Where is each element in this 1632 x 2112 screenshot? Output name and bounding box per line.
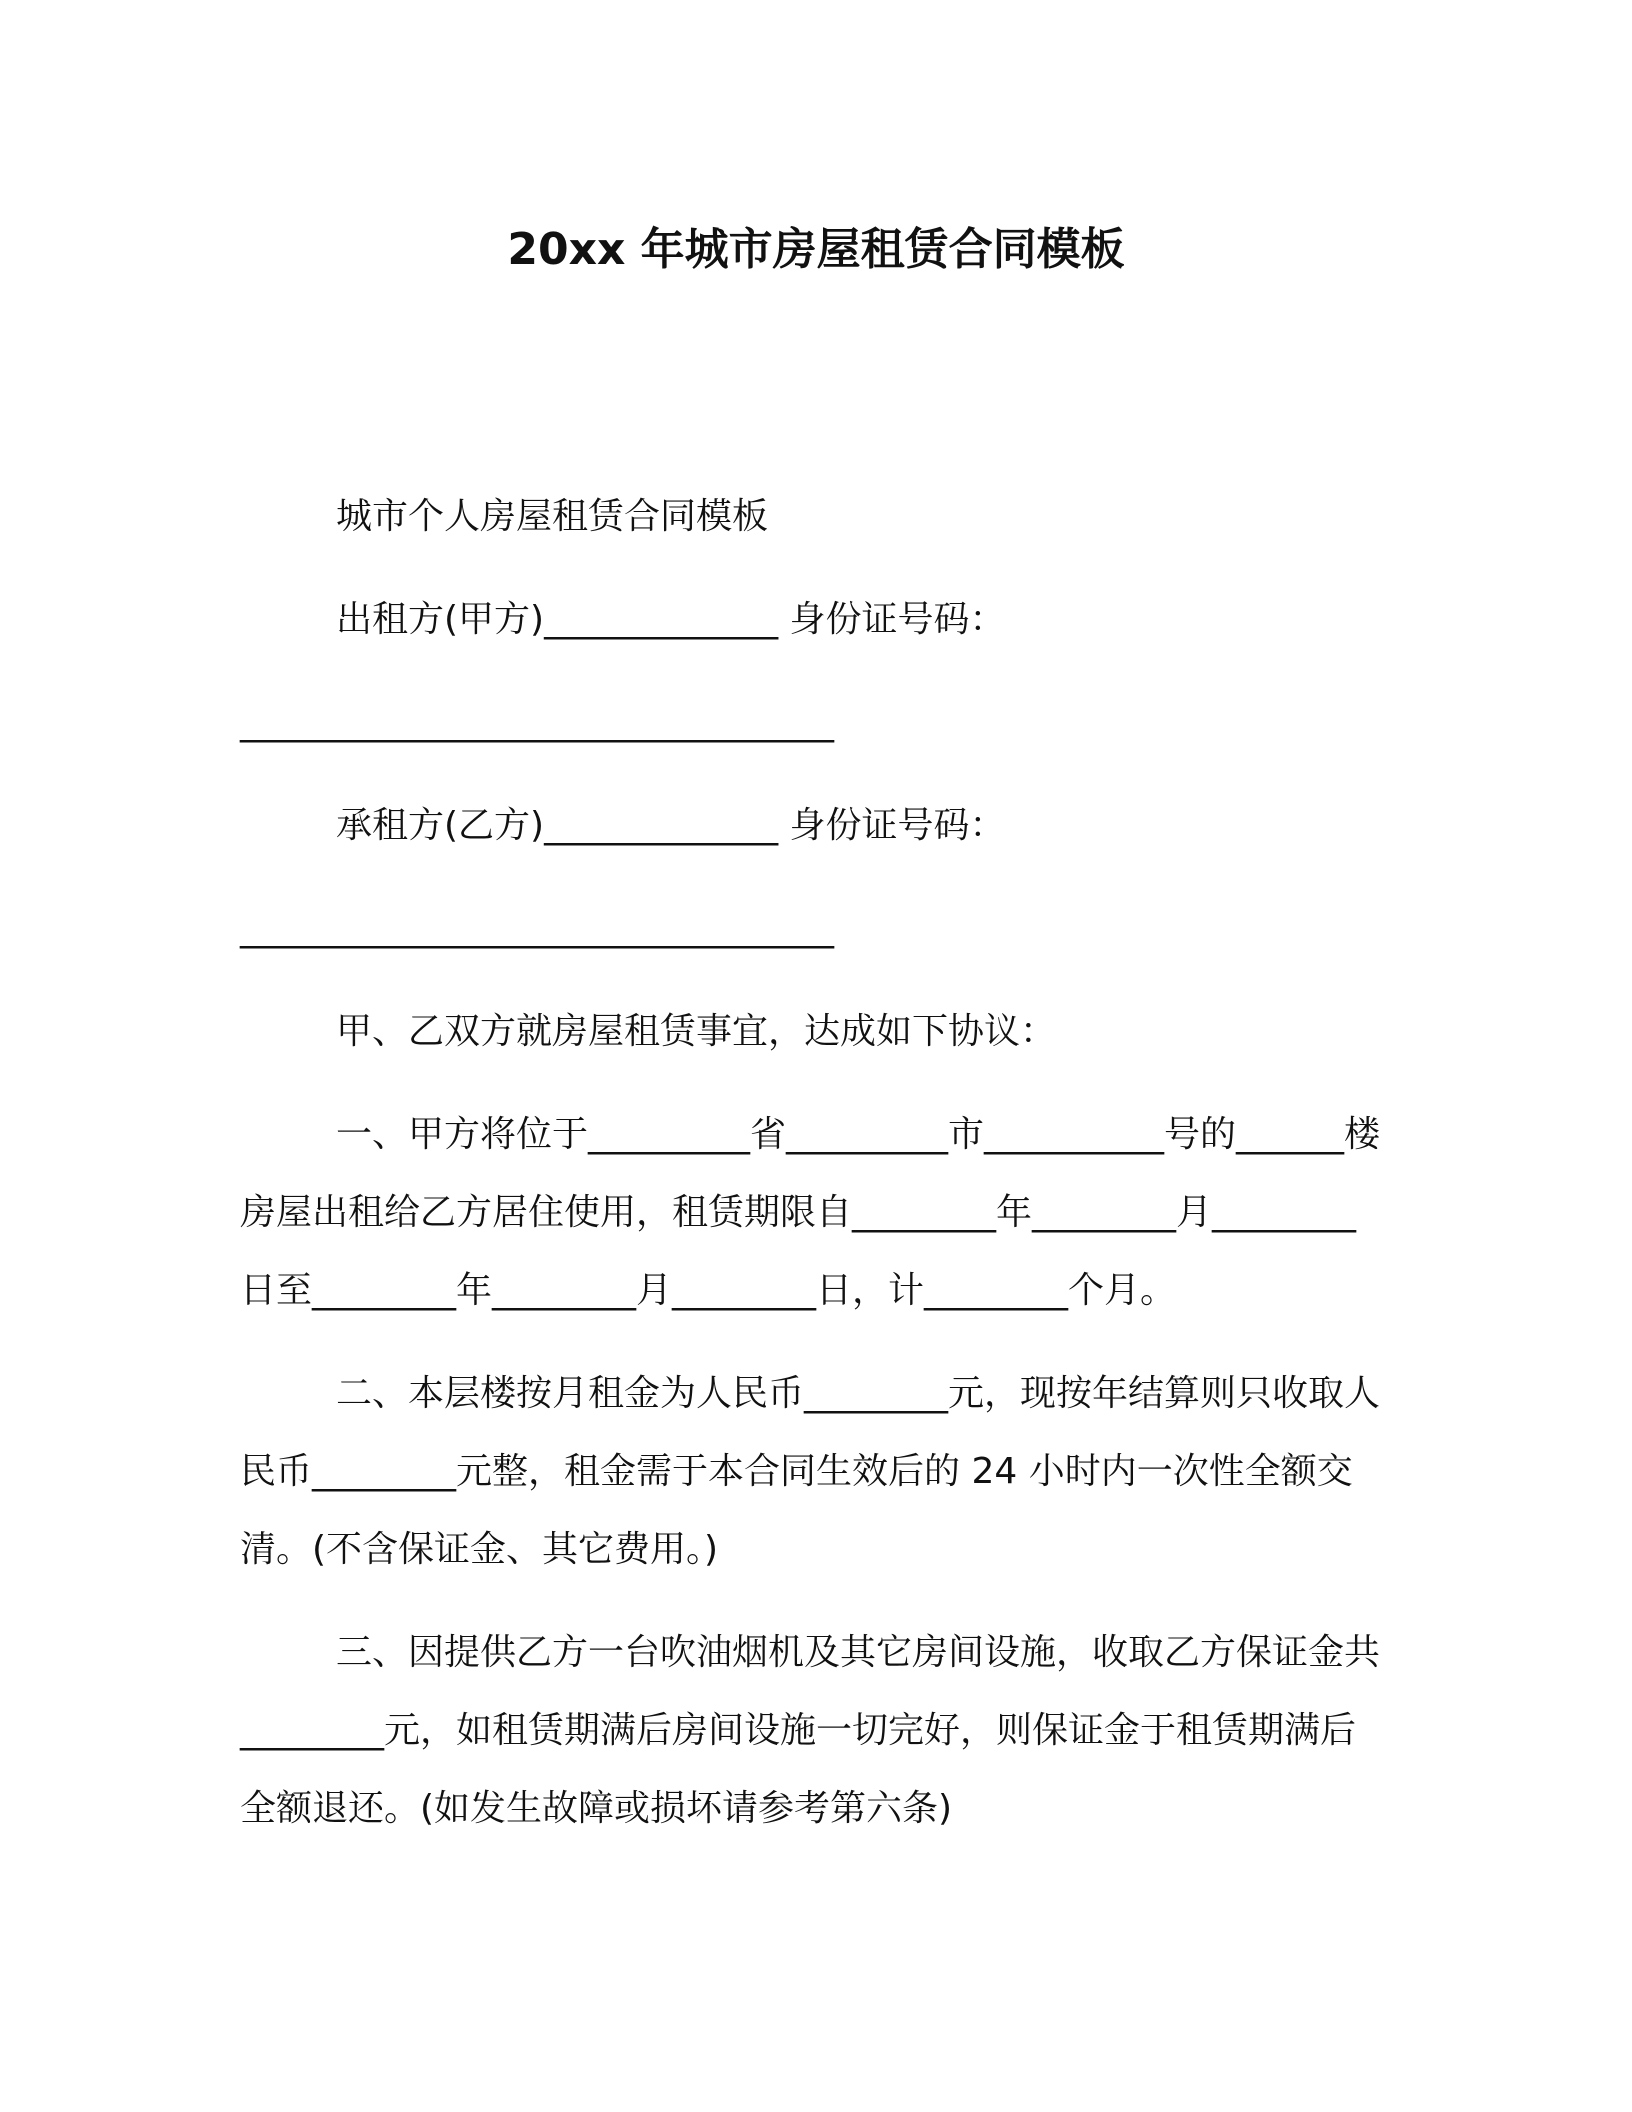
agreement-intro: 甲、乙双方就房屋租赁事宜，达成如下协议：: [336, 1011, 1057, 1052]
lessor-id-blank: _________________________________: [240, 702, 834, 743]
lessor-line: 出租方(甲方)_____________ 身份证号码：: [336, 599, 1006, 640]
lessee-id-blank: _________________________________: [240, 908, 834, 949]
lessee-line: 承租方(乙方)_____________ 身份证号码：: [336, 805, 1006, 846]
clause-2: 二、本层楼按月租金为人民币________元，现按年结算则只收取人民币________元整，租金需于本合同生效后的 24 小时内一次性全额交清。(不含保证金、其它费用。): [240, 1373, 1381, 1570]
clause-3: 三、因提供乙方一台吹油烟机及其它房间设施，收取乙方保证金共________元，如租赁期满后房间设施一切完好，则保证金于租赁期满后全额退还。(如发生故障或损坏请参考第六条): [240, 1632, 1381, 1829]
subtitle: 城市个人房屋租赁合同模板: [336, 496, 769, 537]
document-body: [240, 478, 1380, 1848]
clause-1: 一、甲方将位于_________省_________市__________号的______楼房屋出租给乙方居住使用，租赁期限自________年________月________日至________年________月________日，计________个月。: [240, 1114, 1381, 1311]
document-title: 20xx 年城市房屋租赁合同模板: [507, 224, 1125, 275]
